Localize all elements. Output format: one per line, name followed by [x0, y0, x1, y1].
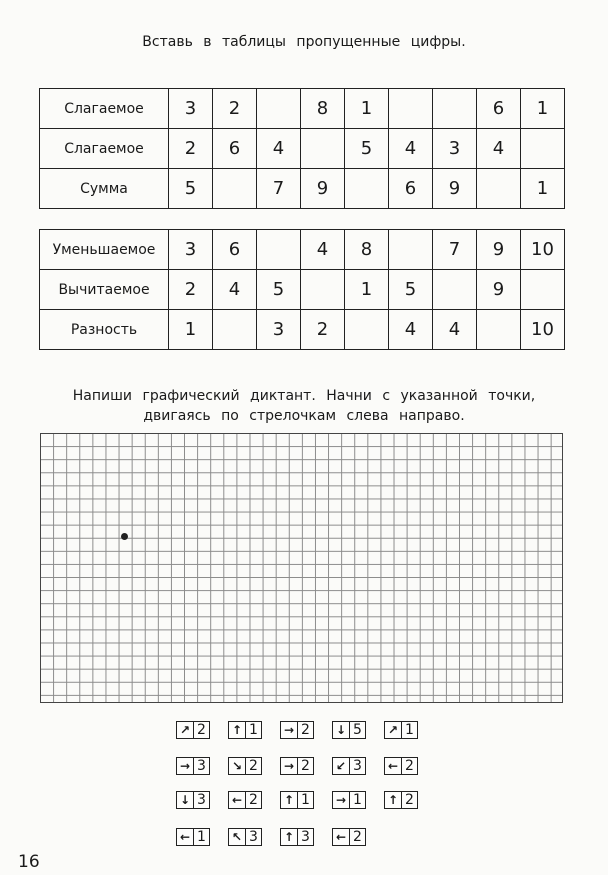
number-cell: 5 [345, 129, 389, 169]
number-cell: 3 [257, 310, 301, 350]
row-label: Слагаемое [40, 129, 169, 169]
arrow-left-icon: ← [179, 830, 191, 844]
arrow-step [332, 791, 366, 809]
step-count: 1 [249, 722, 258, 738]
instruction-line-1: Напиши графический диктант. Начни с указанной точки, [72, 388, 536, 404]
arrow-left-icon: ← [387, 759, 399, 773]
number-cell: 9 [433, 169, 477, 209]
arrow-step [384, 791, 418, 809]
arrow-step [228, 791, 262, 809]
table-row [40, 270, 565, 310]
empty-cell[interactable] [257, 230, 301, 270]
arrow-up-left-icon: ↖ [231, 830, 243, 844]
step-count: 2 [301, 722, 310, 738]
number-cell: 10 [521, 230, 565, 270]
number-cell: 1 [345, 270, 389, 310]
empty-cell[interactable] [433, 270, 477, 310]
instruction-line-2: двигаясь по стрелочкам слева направо. [143, 408, 465, 424]
step-count: 3 [301, 829, 310, 845]
arrow-down-icon: ↓ [179, 793, 191, 807]
arrow-up-icon: ↑ [283, 830, 295, 844]
arrow-right-icon: → [179, 759, 191, 773]
number-cell: 6 [213, 230, 257, 270]
arrow-step [280, 791, 314, 809]
step-count: 3 [353, 758, 362, 774]
step-count: 1 [301, 792, 310, 808]
empty-cell[interactable] [301, 129, 345, 169]
number-cell: 6 [213, 129, 257, 169]
number-cell: 2 [169, 270, 213, 310]
arrow-up-right-icon: ↗ [179, 723, 191, 737]
empty-cell[interactable] [521, 270, 565, 310]
arrow-step [228, 721, 262, 739]
arrow-right-icon: → [283, 759, 295, 773]
empty-cell[interactable] [433, 89, 477, 129]
number-cell: 2 [169, 129, 213, 169]
arrow-down-left-icon: ↙ [335, 759, 347, 773]
arrow-step [280, 757, 314, 775]
step-count: 3 [249, 829, 258, 845]
empty-cell[interactable] [213, 169, 257, 209]
addition-table [39, 88, 565, 209]
empty-cell[interactable] [389, 89, 433, 129]
arrow-down-icon: ↓ [335, 723, 347, 737]
empty-cell[interactable] [213, 310, 257, 350]
step-count: 2 [405, 792, 414, 808]
number-cell: 9 [301, 169, 345, 209]
number-cell: 7 [433, 230, 477, 270]
step-count: 2 [249, 792, 258, 808]
number-cell: 1 [521, 169, 565, 209]
row-label: Слагаемое [40, 89, 169, 129]
arrow-step [176, 721, 210, 739]
number-cell: 9 [477, 270, 521, 310]
step-count: 1 [353, 792, 362, 808]
number-cell: 1 [169, 310, 213, 350]
empty-cell[interactable] [389, 230, 433, 270]
number-cell: 6 [477, 89, 521, 129]
number-cell: 4 [389, 129, 433, 169]
arrow-right-icon: → [335, 793, 347, 807]
arrow-step [280, 721, 314, 739]
number-cell: 8 [345, 230, 389, 270]
arrow-left-icon: ← [335, 830, 347, 844]
number-cell: 3 [169, 230, 213, 270]
step-count: 2 [405, 758, 414, 774]
number-cell: 4 [213, 270, 257, 310]
arrow-down-right-icon: ↘ [231, 759, 243, 773]
row-label: Сумма [40, 169, 169, 209]
graph-paper-grid[interactable] [40, 433, 563, 703]
step-count: 3 [197, 792, 206, 808]
arrow-step [228, 828, 262, 846]
number-cell: 3 [169, 89, 213, 129]
arrow-step [176, 791, 210, 809]
number-cell: 4 [433, 310, 477, 350]
subtraction-table [39, 229, 565, 350]
arrow-step [384, 721, 418, 739]
row-label: Разность [40, 310, 169, 350]
number-cell: 8 [301, 89, 345, 129]
table-row [40, 89, 565, 129]
number-cell: 2 [301, 310, 345, 350]
step-count: 2 [353, 829, 362, 845]
step-count: 2 [249, 758, 258, 774]
number-cell: 6 [389, 169, 433, 209]
number-cell: 1 [345, 89, 389, 129]
empty-cell[interactable] [345, 310, 389, 350]
step-count: 2 [301, 758, 310, 774]
empty-cell[interactable] [257, 89, 301, 129]
arrow-right-icon: → [283, 723, 295, 737]
empty-cell[interactable] [521, 129, 565, 169]
arrow-step [228, 757, 262, 775]
step-count: 2 [197, 722, 206, 738]
table-row [40, 230, 565, 270]
arrow-step [176, 828, 210, 846]
arrow-up-icon: ↑ [283, 793, 295, 807]
arrow-step [332, 828, 366, 846]
arrow-step [332, 721, 366, 739]
number-cell: 4 [477, 129, 521, 169]
arrow-left-icon: ← [231, 793, 243, 807]
table-row [40, 169, 565, 209]
number-cell: 5 [389, 270, 433, 310]
arrow-up-icon: ↑ [387, 793, 399, 807]
number-cell: 4 [389, 310, 433, 350]
empty-cell[interactable] [301, 270, 345, 310]
number-cell: 5 [169, 169, 213, 209]
step-count: 3 [197, 758, 206, 774]
page-number: 16 [18, 852, 40, 872]
empty-cell[interactable] [477, 169, 521, 209]
row-label: Вычитаемое [40, 270, 169, 310]
number-cell: 9 [477, 230, 521, 270]
table-row [40, 129, 565, 169]
arrow-step [176, 757, 210, 775]
start-point [121, 533, 128, 540]
empty-cell[interactable] [477, 310, 521, 350]
number-cell: 10 [521, 310, 565, 350]
instruction-dictation [0, 386, 608, 426]
table-row [40, 310, 565, 350]
instruction-fill-tables: Вставь в таблицы пропущенные цифры. [142, 34, 466, 50]
number-cell: 3 [433, 129, 477, 169]
arrow-up-icon: ↑ [231, 723, 243, 737]
arrow-step [384, 757, 418, 775]
step-count: 1 [405, 722, 414, 738]
number-cell: 7 [257, 169, 301, 209]
arrow-up-right-icon: ↗ [387, 723, 399, 737]
step-count: 5 [353, 722, 362, 738]
number-cell: 1 [521, 89, 565, 129]
step-count: 1 [197, 829, 206, 845]
empty-cell[interactable] [345, 169, 389, 209]
arrow-step [280, 828, 314, 846]
number-cell: 2 [213, 89, 257, 129]
number-cell: 4 [257, 129, 301, 169]
number-cell: 5 [257, 270, 301, 310]
row-label: Уменьшаемое [40, 230, 169, 270]
arrow-step [332, 757, 366, 775]
number-cell: 4 [301, 230, 345, 270]
